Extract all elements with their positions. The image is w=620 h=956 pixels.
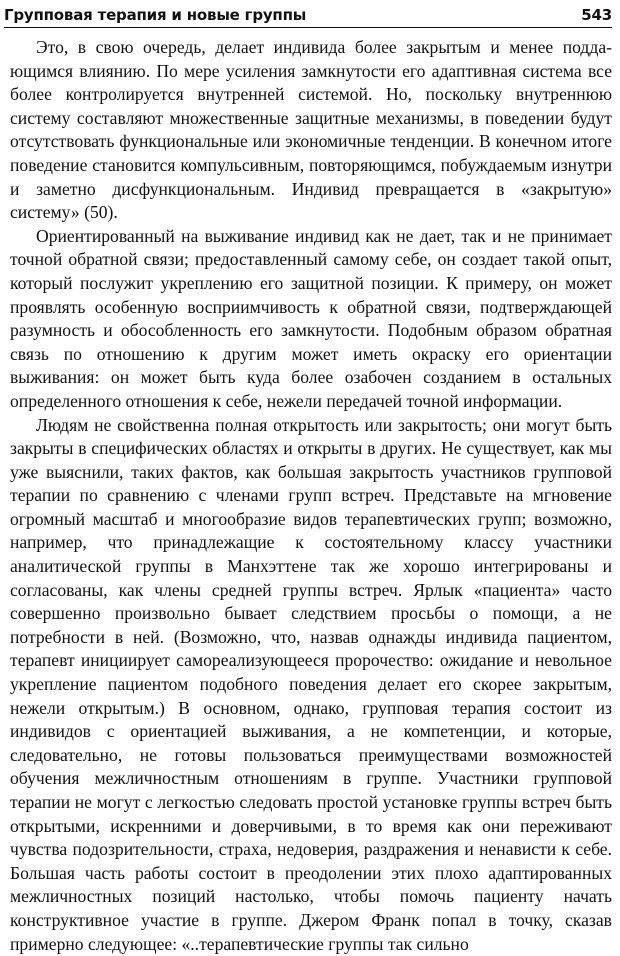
paragraph: Людям не свойственна полная открытость или закрытость; они могут быть закрыты в специфических областях и открыты в других. Не существует, как мы уже выяснили, таких фактов, как большая закрытость участников групповой терапии по сравнению с членами групп встреч. Представьте на мгновение огромный масштаб и многообразие видов терапевтических групп; возможно, например, что принадлежащие к состоятельному классу участники аналитической группы в Манхэттене так же хорошо интегрированы и согласованы, как члены средней группы встреч. Ярлык «пациента» часто совершенно произвольно бывает следствием просьбы о помощи, а не потребности в ней. (Возможно, что, назвав однажды индивида пациентом, терапевт инициирует самореализующееся пророчество: ожидание и невольное укрепление пациентом подобного поведения делает его скорее закрытым, нежели открытым.) В основном, однако, групповая терапия состоит из индивидов с ориентацией выживания, а не компетенции, и которые, следовательно, не готовы пользоваться преимуществами возможностей обучения межличностным отношениям в группе. Участники групповой терапии не могут с легкостью следовать простой установке группы встреч быть открытыми, искренними и доверчивыми, в то время как они переживают чувства подозрительности, страха, недоверия, раздражения и ненависти к себе. Большая часть работы состоит в преодолении этих плохо адаптированных межличностных позиций настолько, чтобы помочь пациенту начать конструктивное участие в группе. Джером Франк попал в точку, сказав примерно следующее: «..терапевтические группы так сильно — [10, 414, 612, 956]
body-text — [10, 36, 612, 956]
page-number: 543 — [581, 6, 612, 24]
running-head-title: Групповая терапия и новые группы — [4, 6, 306, 24]
paragraph: Это, в свою очередь, делает индивида более закрытым и менее поддающимся влиянию. По мере усиления замкнутости его адаптивная система все более контролируется внутренней системой. Но, поскольку внутреннюю систему составляют множественные защитные механизмы, в поведении будут отсутствовать функциональные или экономичные тенденции. В конечном итоге поведение становится компульсивным, повторяющимся, побуждаемым изнутри и заметно дисфункциональным. Индивид превращается в «закрытую» систему» (50). — [10, 36, 612, 225]
running-head — [4, 2, 612, 24]
paragraph: Ориентированный на выживание индивид как не дает, так и не принимает точной обратной связи; предоставленный самому себе, он создает такой опыт, который послужит укреплению его защитной позиции. К примеру, он может проявлять особенную восприимчивость к обратной связи, подтверждающей разумность и обособленность его замкнутости. Подобным образом обратная связь по отношению к другим может иметь окраску его ориентации выживания: он может быть куда более озабочен созданием в остальных определенного отношения к себе, нежели передачей точной информации. — [10, 225, 612, 414]
header-rule — [4, 27, 612, 28]
